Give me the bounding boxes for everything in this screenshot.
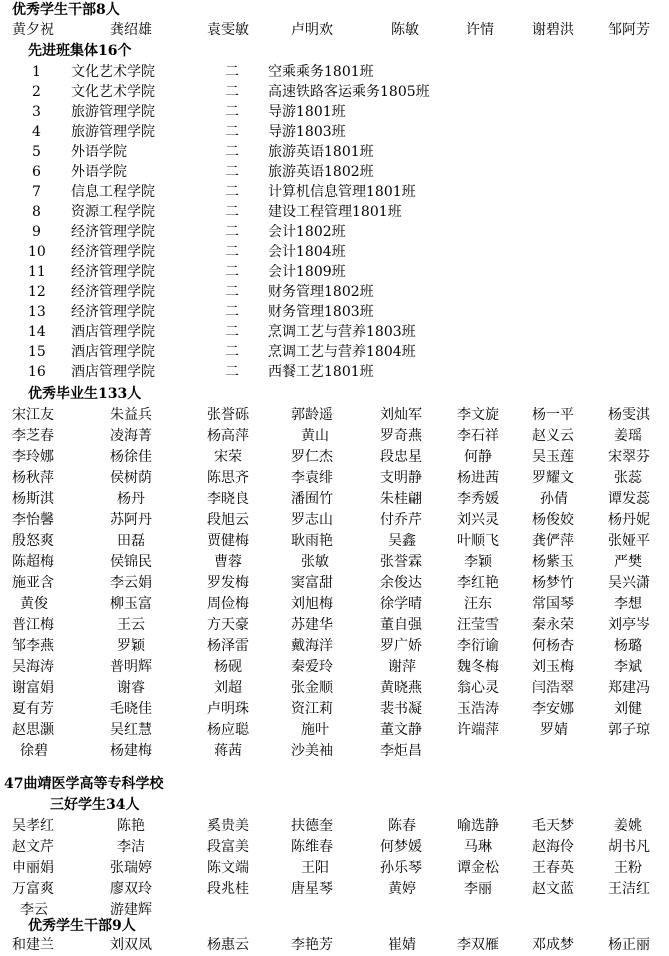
person-name: 李文旋 bbox=[457, 407, 499, 423]
name-row bbox=[0, 552, 669, 573]
person-name: 窦富甜 bbox=[291, 575, 333, 591]
section-heading-advanced-classes: 先进班集体16个 bbox=[28, 43, 132, 59]
class-name: 旅游英语1802班 bbox=[268, 164, 374, 180]
class-row bbox=[0, 242, 669, 262]
grade: 二 bbox=[225, 224, 239, 240]
person-name: 卢明欢 bbox=[291, 22, 333, 38]
person-name: 蒋茜 bbox=[214, 743, 242, 759]
person-name: 翁心灵 bbox=[457, 680, 499, 696]
grade: 二 bbox=[225, 364, 239, 380]
person-name: 吴海涛 bbox=[12, 659, 54, 675]
row-number: 14 bbox=[28, 324, 46, 340]
person-name: 卢明珠 bbox=[207, 701, 249, 717]
college-name: 信息工程学院 bbox=[71, 184, 155, 200]
person-name: 贾健梅 bbox=[207, 533, 249, 549]
class-row bbox=[0, 282, 669, 302]
person-name: 陈文端 bbox=[207, 860, 249, 876]
person-name: 段富美 bbox=[207, 839, 249, 855]
person-name: 付乔芹 bbox=[380, 512, 422, 528]
class-name: 烹调工艺与营养1803班 bbox=[268, 324, 416, 340]
person-name: 张誉砾 bbox=[207, 407, 249, 423]
person-name: 杨雯淇 bbox=[608, 407, 650, 423]
person-name: 刘超 bbox=[214, 680, 242, 696]
person-name: 罗颖 bbox=[117, 638, 145, 654]
person-name: 李袁绯 bbox=[291, 470, 333, 486]
person-name: 谢富娟 bbox=[12, 680, 54, 696]
section-heading-excellent-cadres: 优秀学生干部8人 bbox=[12, 2, 120, 18]
person-name: 李秀媛 bbox=[457, 491, 499, 507]
row-number: 12 bbox=[28, 284, 46, 300]
grade: 二 bbox=[225, 84, 239, 100]
person-name: 李双雁 bbox=[457, 937, 499, 953]
person-name: 李艳芳 bbox=[291, 937, 333, 953]
person-name: 李想 bbox=[614, 596, 642, 612]
person-name: 孙乐琴 bbox=[380, 860, 422, 876]
class-name: 财务管理1802班 bbox=[268, 284, 374, 300]
person-name: 董自强 bbox=[380, 617, 422, 633]
person-name: 李洁 bbox=[117, 839, 145, 855]
person-name: 李玲娜 bbox=[12, 449, 54, 465]
person-name: 李颖 bbox=[464, 554, 492, 570]
class-name: 会计1809班 bbox=[268, 264, 346, 280]
person-name: 李斌 bbox=[614, 659, 642, 675]
person-name: 喻选静 bbox=[457, 818, 499, 834]
person-name: 余俊达 bbox=[380, 575, 422, 591]
person-name: 扶德奎 bbox=[291, 818, 333, 834]
row-number: 11 bbox=[28, 264, 46, 280]
section-heading-excellent-cadres-2: 优秀学生干部9人 bbox=[28, 918, 136, 934]
class-row bbox=[0, 362, 669, 382]
grade: 二 bbox=[225, 264, 239, 280]
class-row bbox=[0, 122, 669, 142]
person-name: 秦爱玲 bbox=[291, 659, 333, 675]
person-name: 张瑞婷 bbox=[110, 860, 152, 876]
person-name: 罗耀文 bbox=[532, 470, 574, 486]
grade: 二 bbox=[225, 144, 239, 160]
name-row bbox=[0, 573, 669, 594]
grade: 二 bbox=[225, 304, 239, 320]
person-name: 刘健 bbox=[614, 701, 642, 717]
person-name: 杨一平 bbox=[532, 407, 574, 423]
person-name: 黄山 bbox=[301, 428, 329, 444]
person-name: 宋荣 bbox=[214, 449, 242, 465]
college-name: 酒店管理学院 bbox=[71, 364, 155, 380]
person-name: 汪东 bbox=[464, 596, 492, 612]
person-name: 杨梦竹 bbox=[532, 575, 574, 591]
person-name: 杨进茜 bbox=[457, 470, 499, 486]
person-name: 陈敏 bbox=[391, 22, 419, 38]
person-name: 赵义云 bbox=[532, 428, 574, 444]
class-name: 西餐工艺1801班 bbox=[268, 364, 374, 380]
class-name: 导游1801班 bbox=[268, 104, 346, 120]
person-name: 凌海菁 bbox=[110, 428, 152, 444]
row-number: 16 bbox=[28, 364, 46, 380]
person-name: 刘兴灵 bbox=[457, 512, 499, 528]
class-name: 财务管理1803班 bbox=[268, 304, 374, 320]
person-name: 王粉 bbox=[614, 860, 642, 876]
name-row bbox=[0, 816, 669, 837]
person-name: 郭子琼 bbox=[608, 722, 650, 738]
person-name: 吴孝红 bbox=[12, 818, 54, 834]
row-number: 3 bbox=[32, 104, 41, 120]
person-name: 马琳 bbox=[464, 839, 492, 855]
person-name: 何杨杏 bbox=[532, 638, 574, 654]
class-row bbox=[0, 342, 669, 362]
person-name: 严樊 bbox=[614, 554, 642, 570]
person-name: 侯锦民 bbox=[110, 554, 152, 570]
class-name: 高速铁路客运乘务1805班 bbox=[268, 84, 430, 100]
row-number: 5 bbox=[32, 144, 41, 160]
name-row bbox=[0, 935, 669, 956]
person-name: 段忠星 bbox=[380, 449, 422, 465]
person-name: 王阳 bbox=[301, 860, 329, 876]
person-name: 吴玉莲 bbox=[532, 449, 574, 465]
person-name: 殷怒爽 bbox=[12, 533, 54, 549]
name-row bbox=[0, 741, 669, 762]
class-name: 空乘乘务1801班 bbox=[268, 64, 374, 80]
person-name: 闫浩翠 bbox=[532, 680, 574, 696]
row-number: 13 bbox=[28, 304, 46, 320]
person-name: 沙美袖 bbox=[291, 743, 333, 759]
person-name: 李丽 bbox=[464, 881, 492, 897]
class-name: 烹调工艺与营养1804班 bbox=[268, 344, 416, 360]
name-row bbox=[0, 678, 669, 699]
person-name: 毛晓佳 bbox=[110, 701, 152, 717]
person-name: 侯树荫 bbox=[110, 470, 152, 486]
college-name: 经济管理学院 bbox=[71, 224, 155, 240]
person-name: 杨砚 bbox=[214, 659, 242, 675]
row-number: 10 bbox=[28, 244, 46, 260]
person-name: 曹蓉 bbox=[214, 554, 242, 570]
person-name: 裴书凝 bbox=[380, 701, 422, 717]
person-name: 杨丹 bbox=[117, 491, 145, 507]
person-name: 吴兴潇 bbox=[608, 575, 650, 591]
person-name: 施亚含 bbox=[12, 575, 54, 591]
section-heading-three-good-students: 三好学生34人 bbox=[50, 797, 140, 813]
name-row bbox=[0, 405, 669, 426]
person-name: 王春英 bbox=[532, 860, 574, 876]
person-name: 陈思齐 bbox=[207, 470, 249, 486]
person-name: 陈艳 bbox=[117, 818, 145, 834]
person-name: 杨璐 bbox=[614, 638, 642, 654]
college-name: 经济管理学院 bbox=[71, 244, 155, 260]
row-number: 7 bbox=[32, 184, 41, 200]
person-name: 杨徐佳 bbox=[110, 449, 152, 465]
person-name: 赵文芹 bbox=[12, 839, 54, 855]
person-name: 和建兰 bbox=[12, 937, 54, 953]
person-name: 黄俊 bbox=[20, 596, 48, 612]
class-row bbox=[0, 182, 669, 202]
name-row bbox=[0, 489, 669, 510]
college-name: 酒店管理学院 bbox=[71, 344, 155, 360]
class-name: 建设工程管理1801班 bbox=[268, 204, 402, 220]
college-name: 外语学院 bbox=[71, 164, 127, 180]
person-name: 朱桂翩 bbox=[380, 491, 422, 507]
person-name: 陈超梅 bbox=[12, 554, 54, 570]
person-name: 李衍谕 bbox=[457, 638, 499, 654]
person-name: 普江梅 bbox=[12, 617, 54, 633]
name-row bbox=[0, 615, 669, 636]
person-name: 谢萍 bbox=[388, 659, 416, 675]
person-name: 李芝春 bbox=[12, 428, 54, 444]
grade: 二 bbox=[225, 184, 239, 200]
person-name: 杨丹妮 bbox=[608, 512, 650, 528]
class-row bbox=[0, 322, 669, 342]
person-name: 施叶 bbox=[301, 722, 329, 738]
person-name: 毛天梦 bbox=[532, 818, 574, 834]
person-name: 李云 bbox=[20, 902, 48, 918]
person-name: 普明辉 bbox=[110, 659, 152, 675]
person-name: 刘双凤 bbox=[110, 937, 152, 953]
person-name: 姜瑶 bbox=[614, 428, 642, 444]
person-name: 杨正丽 bbox=[608, 937, 650, 953]
person-name: 赵海伶 bbox=[532, 839, 574, 855]
person-name: 苏阿丹 bbox=[110, 512, 152, 528]
person-name: 陈春 bbox=[388, 818, 416, 834]
person-name: 赵思灏 bbox=[12, 722, 54, 738]
class-row bbox=[0, 162, 669, 182]
college-name: 资源工程学院 bbox=[71, 204, 155, 220]
person-name: 李红艳 bbox=[457, 575, 499, 591]
name-row bbox=[0, 657, 669, 678]
person-name: 魏冬梅 bbox=[457, 659, 499, 675]
name-row bbox=[0, 636, 669, 657]
person-name: 赵文蓝 bbox=[532, 881, 574, 897]
person-name: 唐星琴 bbox=[291, 881, 333, 897]
person-name: 汪莹雪 bbox=[457, 617, 499, 633]
person-name: 杨秋萍 bbox=[12, 470, 54, 486]
person-name: 杨斯淇 bbox=[12, 491, 54, 507]
name-row bbox=[0, 426, 669, 447]
person-name: 田磊 bbox=[117, 533, 145, 549]
person-name: 徐学晴 bbox=[380, 596, 422, 612]
person-name: 王洁红 bbox=[608, 881, 650, 897]
college-name: 文化艺术学院 bbox=[71, 84, 155, 100]
section-heading-excellent-graduates: 优秀毕业生133人 bbox=[28, 386, 142, 402]
row-number: 4 bbox=[32, 124, 41, 140]
person-name: 刘灿军 bbox=[380, 407, 422, 423]
person-name: 夏有芳 bbox=[12, 701, 54, 717]
row-number: 1 bbox=[32, 64, 41, 80]
grade: 二 bbox=[225, 124, 239, 140]
class-row bbox=[0, 302, 669, 322]
person-name: 段旭云 bbox=[207, 512, 249, 528]
person-name: 许端萍 bbox=[457, 722, 499, 738]
grade: 二 bbox=[225, 284, 239, 300]
person-name: 游建辉 bbox=[110, 902, 152, 918]
person-name: 许情 bbox=[466, 22, 494, 38]
class-row bbox=[0, 82, 669, 102]
name-row bbox=[0, 531, 669, 552]
person-name: 张敏 bbox=[301, 554, 329, 570]
person-name: 张娅平 bbox=[608, 533, 650, 549]
class-row bbox=[0, 222, 669, 242]
grade: 二 bbox=[225, 244, 239, 260]
college-name: 外语学院 bbox=[71, 144, 127, 160]
person-name: 罗广娇 bbox=[380, 638, 422, 654]
person-name: 陈维春 bbox=[291, 839, 333, 855]
name-row bbox=[0, 699, 669, 720]
person-name: 常国琴 bbox=[532, 596, 574, 612]
person-name: 罗志山 bbox=[291, 512, 333, 528]
row-number: 15 bbox=[28, 344, 46, 360]
person-name: 谭发蕊 bbox=[608, 491, 650, 507]
college-name: 旅游管理学院 bbox=[71, 124, 155, 140]
person-name: 黄婷 bbox=[388, 881, 416, 897]
person-name: 玉浩涛 bbox=[457, 701, 499, 717]
college-name: 酒店管理学院 bbox=[71, 324, 155, 340]
person-name: 吴红慧 bbox=[110, 722, 152, 738]
class-name: 会计1804班 bbox=[268, 244, 346, 260]
person-name: 段兆桂 bbox=[207, 881, 249, 897]
person-name: 崔婧 bbox=[388, 937, 416, 953]
person-name: 李怡馨 bbox=[12, 512, 54, 528]
class-row bbox=[0, 202, 669, 222]
row-number: 6 bbox=[32, 164, 41, 180]
person-name: 姜姚 bbox=[614, 818, 642, 834]
person-name: 支明静 bbox=[380, 470, 422, 486]
person-name: 万富爽 bbox=[12, 881, 54, 897]
person-name: 杨紫玉 bbox=[532, 554, 574, 570]
person-name: 宋翠芬 bbox=[608, 449, 650, 465]
person-name: 徐碧 bbox=[20, 743, 48, 759]
class-row bbox=[0, 142, 669, 162]
person-name: 宋江友 bbox=[12, 407, 54, 423]
person-name: 黄晓燕 bbox=[380, 680, 422, 696]
person-name: 廖双玲 bbox=[110, 881, 152, 897]
person-name: 李石祥 bbox=[457, 428, 499, 444]
name-row bbox=[0, 510, 669, 531]
college-name: 经济管理学院 bbox=[71, 284, 155, 300]
person-name: 袁雯敏 bbox=[207, 22, 249, 38]
college-name: 文化艺术学院 bbox=[71, 64, 155, 80]
person-name: 罗仁杰 bbox=[291, 449, 333, 465]
person-name: 李安娜 bbox=[532, 701, 574, 717]
class-row bbox=[0, 102, 669, 122]
person-name: 邹李燕 bbox=[12, 638, 54, 654]
person-name: 邓成梦 bbox=[532, 937, 574, 953]
person-name: 杨高萍 bbox=[207, 428, 249, 444]
person-name: 王云 bbox=[117, 617, 145, 633]
person-name: 罗奇燕 bbox=[380, 428, 422, 444]
person-name: 李炬昌 bbox=[380, 743, 422, 759]
person-name: 郑建冯 bbox=[608, 680, 650, 696]
person-name: 方天豪 bbox=[207, 617, 249, 633]
class-name: 计算机信息管理1801班 bbox=[268, 184, 416, 200]
grade: 二 bbox=[225, 204, 239, 220]
person-name: 申丽娟 bbox=[12, 860, 54, 876]
person-name: 苏建华 bbox=[291, 617, 333, 633]
person-name: 秦永荣 bbox=[532, 617, 574, 633]
row-number: 9 bbox=[32, 224, 41, 240]
person-name: 刘旭梅 bbox=[291, 596, 333, 612]
person-name: 谭金松 bbox=[457, 860, 499, 876]
grade: 二 bbox=[225, 344, 239, 360]
person-name: 吴鑫 bbox=[388, 533, 416, 549]
person-name: 邹阿芳 bbox=[608, 22, 650, 38]
person-name: 罗婧 bbox=[540, 722, 568, 738]
person-name: 董文静 bbox=[380, 722, 422, 738]
person-name: 戴海洋 bbox=[291, 638, 333, 654]
grade: 二 bbox=[225, 64, 239, 80]
person-name: 朱益兵 bbox=[110, 407, 152, 423]
school-title: 47曲靖医学高等专科学校 bbox=[4, 776, 164, 792]
person-name: 奚贵美 bbox=[207, 818, 249, 834]
college-name: 经济管理学院 bbox=[71, 304, 155, 320]
person-name: 何静 bbox=[464, 449, 492, 465]
person-name: 柳玉富 bbox=[110, 596, 152, 612]
person-name: 刘玉梅 bbox=[532, 659, 574, 675]
name-row bbox=[0, 20, 669, 41]
person-name: 杨惠云 bbox=[207, 937, 249, 953]
person-name: 黄夕祝 bbox=[12, 22, 54, 38]
grade: 二 bbox=[225, 324, 239, 340]
person-name: 杨应聪 bbox=[207, 722, 249, 738]
person-name: 张蕊 bbox=[614, 470, 642, 486]
row-number: 2 bbox=[32, 84, 41, 100]
person-name: 刘亭岑 bbox=[608, 617, 650, 633]
name-row bbox=[0, 720, 669, 741]
person-name: 潘囿竹 bbox=[291, 491, 333, 507]
grade: 二 bbox=[225, 164, 239, 180]
row-number: 8 bbox=[32, 204, 41, 220]
person-name: 李晓良 bbox=[207, 491, 249, 507]
person-name: 谢睿 bbox=[117, 680, 145, 696]
person-name: 胡书凡 bbox=[608, 839, 650, 855]
name-row bbox=[0, 837, 669, 858]
class-name: 导游1803班 bbox=[268, 124, 346, 140]
name-row bbox=[0, 879, 669, 900]
person-name: 耿雨艳 bbox=[291, 533, 333, 549]
person-name: 谢碧洪 bbox=[532, 22, 574, 38]
person-name: 李云娟 bbox=[110, 575, 152, 591]
person-name: 何梦媛 bbox=[380, 839, 422, 855]
person-name: 周俭梅 bbox=[207, 596, 249, 612]
person-name: 叶顺飞 bbox=[457, 533, 499, 549]
name-row bbox=[0, 447, 669, 468]
person-name: 罗发梅 bbox=[207, 575, 249, 591]
person-name: 张金顺 bbox=[291, 680, 333, 696]
person-name: 杨俊姣 bbox=[532, 512, 574, 528]
name-row bbox=[0, 858, 669, 879]
person-name: 龚俨萍 bbox=[532, 533, 574, 549]
class-name: 旅游英语1801班 bbox=[268, 144, 374, 160]
person-name: 杨建梅 bbox=[110, 743, 152, 759]
person-name: 郭龄遥 bbox=[291, 407, 333, 423]
name-row bbox=[0, 468, 669, 489]
person-name: 资江莉 bbox=[291, 701, 333, 717]
college-name: 经济管理学院 bbox=[71, 264, 155, 280]
class-row bbox=[0, 262, 669, 282]
person-name: 杨泽雷 bbox=[207, 638, 249, 654]
person-name: 孙倩 bbox=[540, 491, 568, 507]
name-row bbox=[0, 594, 669, 615]
class-row bbox=[0, 62, 669, 82]
person-name: 龚绍雄 bbox=[110, 22, 152, 38]
grade: 二 bbox=[225, 104, 239, 120]
person-name: 张誉霖 bbox=[380, 554, 422, 570]
class-name: 会计1802班 bbox=[268, 224, 346, 240]
college-name: 旅游管理学院 bbox=[71, 104, 155, 120]
